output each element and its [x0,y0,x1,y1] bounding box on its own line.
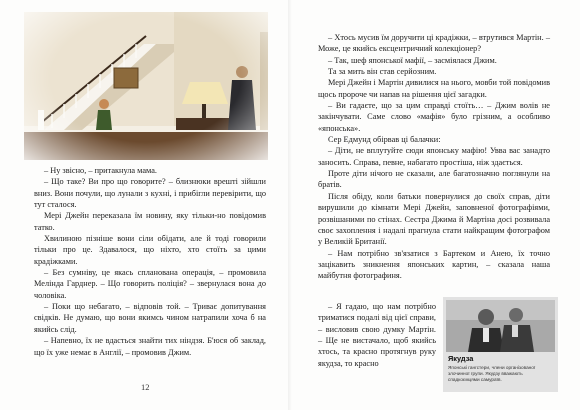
paragraph: Мері Джейн переказала їм новину, яку тільки-но повідомив татко. [34,211,266,232]
right-page-text-narrow [318,301,436,369]
man-right-shirt [512,325,518,337]
paragraph: – Хтось мусив їм доручити ці крадіжки, – втрутився Мартін. – Може, це якийсь ексцентричний колекціонер? [318,33,550,54]
paragraph: Та за мить він став серйозним. [328,67,437,77]
sidebar-caption: Японські гангстери, члени організованої злочинної групи. Якудзу вважають спадкоємцями самураїв. [448,365,536,382]
paragraph: – Напевно, їх не вдасться знайти тих ніндзя. Б'юся об заклад, що їх уже немає в Англії, – промовив Джим. [34,336,266,357]
paragraph: – Що таке? Ви про що говорите? – близнюки врешті зійшли вниз. Вони почули, що лунали з кухні, і прибігли перевірити, що тут сталося. [34,177,266,210]
paragraph: Мері Джейн і Мартін дивилися на нього, мовби той повідомив щось пророче чи напав на рішення цієї загадки. [318,78,550,99]
man-left-shirt [483,328,489,342]
paragraph: Після обіду, коли батьки повернулися до своїх справ, діти вирушили до кімнати Мері Джейн, заповненої фотографіями, розвішаними по стінах. Сестра Джима й Мартіна досі розвивала своє захоплення і надалі прагнула стати найкращим фотографом у Великій Британії. [318,191,550,247]
page-number: 12 [141,382,150,392]
yakuza-sidebar-box [443,297,558,392]
man-right-head [509,308,523,322]
photo-vignette [24,12,268,160]
paragraph: – Без сумніву, це якась спланована операція, – промовила Мелінда Гарднер. – Що говорить поліція? – звернулася вона до чоловіка. [34,268,266,300]
paragraph: – Поки що небагато, – відповів той. – Триває допитування свідків. Не думаю, що вони якимсь чином натрапили хоча б на якийсь слід. [34,302,266,334]
paragraph: – Нам потрібно зв'язатися з Бартеком и Анею, їх точно зацікавить зникнення японських картин, – сказала наша майбутня фотографиня. [318,248,550,281]
sidebar-title: Якудза [448,354,474,363]
paragraph: – Ви гадаєте, що за цим справді стоїть… – Джим волів не закінчувати. Саме слово «мафія» було грізним, а особливо «японська». [318,101,550,133]
paragraph: Проте діти нічого не сказали, але багатозначно поглянули на братів. [318,169,550,190]
right-page-text [318,32,550,282]
paragraph: – Ну звісно, – притакнула мама. [44,166,157,175]
paragraph: Хвилиною пізніше вони сіли обідати, але й тоді говорили тільки про це. Здавалося, що ніхто, хто стоїть за цими крадіжками. [34,234,266,266]
paragraph: Сер Едмунд обірвав ці балачки: [328,135,441,145]
photo-upper-background [446,300,555,320]
left-page-text [34,165,266,358]
paragraph: – Так, шеф японської мафії, – засміялася Джим. [328,55,497,65]
paragraph: – Діти, не вплутуйте сюди японську мафію! Увва вас занадто заносить. Справа, певне, набагато простіша, ніж здається. [318,146,550,167]
yakuza-illustration [446,300,555,352]
paragraph: – Я гадаю, що нам потрібно триматися подалі від цієї справи, – висловив свою думку Мартін. – Ще не вистачало, щоб якийсь хтось, та красно протягнув руку якудза, то красно [318,302,436,368]
yakuza-photo [446,300,555,352]
man-left-head [478,309,494,325]
hallway-staircase-photo [24,12,268,160]
